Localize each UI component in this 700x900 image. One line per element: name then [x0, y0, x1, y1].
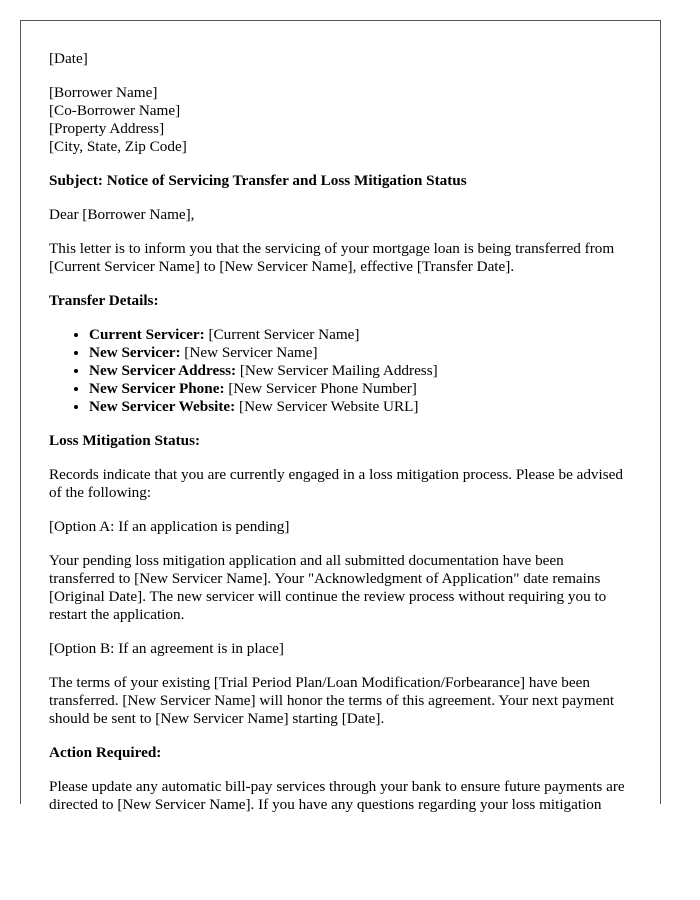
option-a-title: [Option A: If an application is pending] [49, 518, 290, 535]
item-label: New Servicer Address: [89, 362, 237, 379]
option-a-text: Your pending loss mitigation application and all submitted documentation have been transferred to [New Servicer Name]. Your "Acknowledgment of Application" date remains [Original Date]. The new servicer will continue the review process without requiring you to restart the application. [49, 552, 607, 623]
address-borrower-name: [Borrower Name] [49, 84, 158, 101]
item-value: [Current Servicer Name] [204, 326, 360, 343]
list-item [89, 398, 632, 416]
list-item [89, 326, 632, 344]
transfer-details-list [49, 326, 632, 416]
list-item [89, 344, 632, 362]
item-label: New Servicer: [89, 344, 181, 361]
intro-paragraph: This letter is to inform you that the servicing of your mortgage loan is being transferred from [Current Servicer Name] to [New Servicer Name], effective [Transfer Date]. [49, 240, 615, 275]
letter-page [20, 20, 661, 813]
item-value: [New Servicer Phone Number] [224, 380, 417, 397]
action-required-text: Please update any automatic bill-pay services through your bank to ensure future payments are directed to [New Servicer Name]. If you have any questions regarding your loss mitigation [49, 778, 625, 813]
action-required-heading: Action Required: [49, 744, 162, 761]
option-b-title: [Option B: If an agreement is in place] [49, 640, 284, 657]
loss-mitigation-heading: Loss Mitigation Status: [49, 432, 201, 449]
item-label: New Servicer Website: [89, 398, 236, 415]
letter-salutation: Dear [Borrower Name], [49, 206, 195, 223]
item-label: New Servicer Phone: [89, 380, 225, 397]
item-value: [New Servicer Website URL] [235, 398, 419, 415]
letter-body [21, 21, 660, 814]
address-property: [Property Address] [49, 120, 165, 137]
item-value: [New Servicer Name] [180, 344, 318, 361]
item-value: [New Servicer Mailing Address] [236, 362, 438, 379]
option-b-text: The terms of your existing [Trial Period Plan/Loan Modification/Forbearance] have been transferred. [New Servicer Name] will honor the terms of this agreement. Your next payment should be sent to [New Servicer Name] starting [Date]. [49, 674, 615, 727]
letter-subject: Subject: Notice of Servicing Transfer and Loss Mitigation Status [49, 172, 467, 189]
transfer-details-heading: Transfer Details: [49, 292, 159, 309]
list-item [89, 380, 632, 398]
item-label: Current Servicer: [89, 326, 205, 343]
letter-date: [Date] [49, 50, 88, 67]
loss-mitigation-intro: Records indicate that you are currently engaged in a loss mitigation process. Please be advised of the following: [49, 466, 623, 501]
recipient-address [49, 84, 632, 156]
address-city-state-zip: [City, State, Zip Code] [49, 138, 187, 155]
address-co-borrower-name: [Co-Borrower Name] [49, 102, 181, 119]
list-item [89, 362, 632, 380]
